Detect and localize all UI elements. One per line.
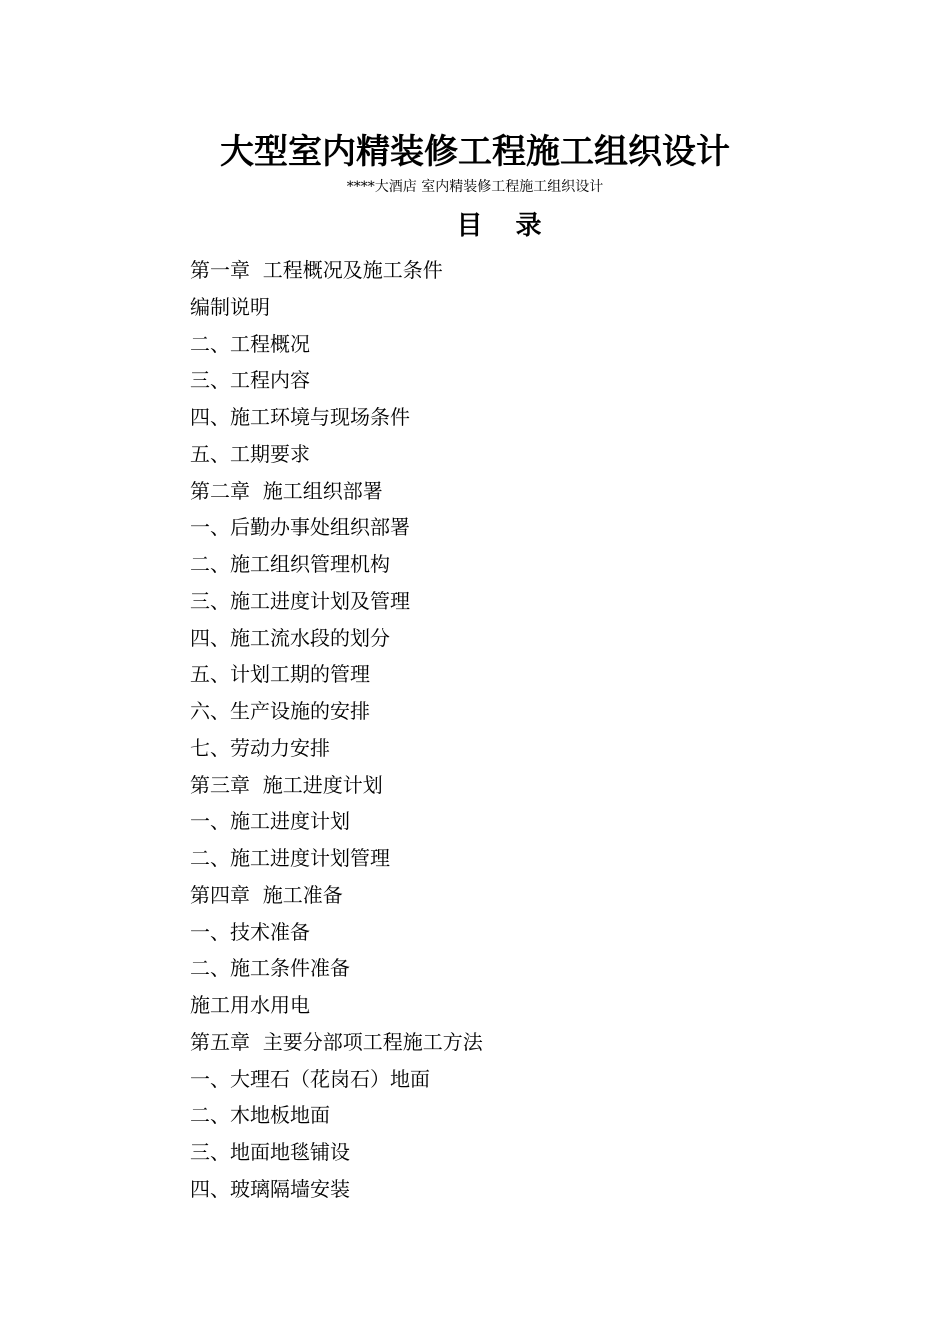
toc-item: 五、工期要求 [190, 441, 310, 466]
toc-item: 二、施工进度计划管理 [190, 846, 390, 870]
toc-item: 施工用水用电 [190, 993, 310, 1017]
toc-item: 六、生产设施的安排 [190, 699, 370, 723]
toc-item: 三、地面地毯铺设 [190, 1140, 350, 1164]
toc-item: 第四章 施工准备 [190, 882, 343, 907]
toc-item: 四、施工环境与现场条件 [190, 405, 410, 429]
toc-item: 编制说明 [190, 294, 270, 319]
document-title: 大型室内精装修工程施工组织设计 [220, 132, 730, 172]
toc-item: 五、计划工期的管理 [190, 662, 370, 687]
toc-item: 二、施工条件准备 [190, 956, 350, 981]
toc-item: 七、劳动力安排 [190, 735, 330, 760]
table-of-contents [190, 252, 483, 1208]
document-subtitle: ****大酒店 室内精装修工程施工组织设计 [346, 179, 604, 195]
toc-item: 四、施工流水段的划分 [190, 625, 390, 650]
toc-item: 二、工程概况 [190, 331, 310, 356]
toc-item: 第一章 工程概况及施工条件 [190, 258, 443, 282]
toc-item: 一、施工进度计划 [190, 809, 350, 834]
toc-item: 三、工程内容 [190, 368, 310, 393]
toc-item: 二、施工组织管理机构 [190, 552, 390, 576]
toc-item: 第五章 主要分部项工程施工方法 [190, 1029, 483, 1054]
toc-item: 一、后勤办事处组织部署 [190, 515, 410, 540]
toc-item: 三、施工进度计划及管理 [190, 588, 410, 613]
toc-item: 二、木地板地面 [190, 1103, 330, 1128]
toc-heading: 目 录 [456, 211, 554, 241]
toc-item: 第二章 施工组织部署 [190, 478, 383, 503]
toc-item: 第三章 施工进度计划 [190, 772, 383, 797]
toc-item: 四、玻璃隔墙安装 [190, 1176, 350, 1201]
toc-item: 一、大理石（花岗石）地面 [190, 1066, 430, 1091]
toc-item: 一、技术准备 [190, 919, 310, 944]
